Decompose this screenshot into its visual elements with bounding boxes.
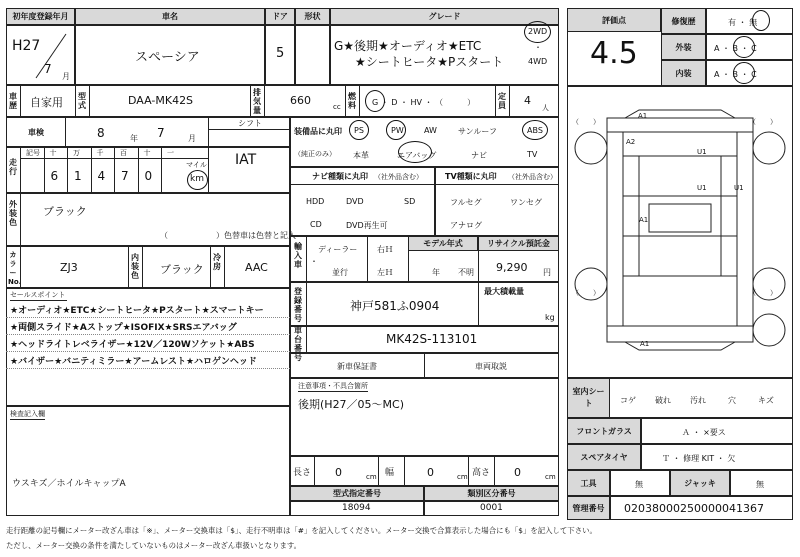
new-car-guarantee: 新車保証書 [337, 362, 377, 371]
score-value: 4.5 [590, 36, 638, 71]
svg-text:（ ）: （ ） [749, 118, 777, 126]
recycle-value: 9,290 [496, 261, 528, 274]
import-rh: 右Ｈ [377, 245, 393, 254]
notes-label: 注意事項・不具合箇所 [298, 382, 368, 390]
mileage-digit: 1 [74, 169, 82, 183]
car-diagram-svg [567, 86, 793, 378]
inspector-label: 検査記入欄 [10, 410, 45, 418]
equipment-sub: （純正のみ） [294, 150, 336, 158]
nav-item: DVD [346, 197, 364, 206]
color-value: ブラック [43, 205, 87, 218]
footer-line2: ただし、メーター交換の条件を満たしていないものはメーター改ざん車扱いとなります。 [6, 541, 302, 550]
inspection-label: 車検 [6, 117, 66, 147]
import-dealer: ディーラー [318, 245, 358, 254]
equipment-item: PS [354, 126, 364, 135]
nav-sub: （社外品含む） [374, 173, 423, 181]
model-designation-label: 型式指定番号 [290, 486, 424, 501]
damage-mark: A2 [626, 138, 636, 146]
interior-label: 内装 [661, 60, 706, 86]
recycle-label: リサイクル預託金 [478, 236, 559, 251]
mileage-header: 百 [120, 149, 127, 157]
glass-label: フロントガラス [567, 418, 641, 444]
nav-item: HDD [306, 197, 325, 206]
equipment-item: サンルーフ [458, 127, 497, 136]
first-reg-month-unit: 月 [62, 72, 70, 81]
sales-point-line: ★両側スライド★Aストップ★ISOFIX★SRSエアバッグ [10, 323, 237, 333]
mgmt-label: 管理番号 [567, 496, 610, 520]
length-value: 0 [335, 466, 342, 479]
mileage-header: 千 [96, 149, 104, 157]
length-unit: cm [366, 473, 377, 481]
equipment-item: ABS [527, 126, 543, 135]
sheet-option: 破れ [655, 396, 671, 405]
mileage-header: 記号 [26, 149, 40, 157]
color-no-value: ZJ3 [60, 261, 78, 274]
color-note: （ ）色替車は色替と記入 [160, 231, 296, 240]
svg-text:（ ）: （ ） [572, 118, 600, 126]
repair-none-circle [752, 10, 770, 31]
nav-item: CD [310, 220, 322, 229]
spare-value: Ｔ ・ 修理 KIT ・ 欠 [662, 454, 736, 463]
sales-underline [6, 351, 290, 352]
color-label: 外装色 [9, 200, 17, 227]
model-designation-value: 18094 [342, 503, 371, 513]
score-label: 評価点 [567, 8, 661, 32]
door-header: ドア [265, 8, 295, 25]
inspection-month: 7 [157, 126, 165, 140]
sales-point-line: ★オーディオ★ETC★シートヒータ★Pスタート★スマートキー [10, 306, 264, 316]
inspector-note: ウスキズ／ホイルキャップA [12, 479, 126, 489]
tv-item: ワンセグ [510, 198, 542, 207]
first-reg-month: 7 [44, 62, 52, 76]
damage-mark: U1 [697, 184, 707, 192]
model-label: 型式 [78, 92, 86, 110]
interior-b-circle [733, 62, 755, 84]
ac-label: 冷房 [213, 253, 221, 271]
tv-item: アナログ [450, 221, 482, 230]
damage-mark: A1 [640, 340, 650, 348]
length-label: 長さ [293, 468, 312, 478]
height-label: 高さ [472, 468, 491, 478]
jack-label: ジャッキ [670, 470, 730, 496]
exterior-options: A ・ B ・ C [714, 44, 757, 53]
grade-header: グレード [330, 8, 559, 25]
jack-value: 無 [756, 480, 764, 489]
mileage-divider [161, 147, 162, 193]
svg-text:（ ）: （ ） [572, 289, 600, 297]
shape-cell [295, 25, 330, 85]
damage-mark: U1 [734, 184, 744, 192]
drive-dot: ・ [534, 43, 542, 52]
sales-underline [6, 317, 290, 318]
mile-label: マイル [186, 161, 207, 169]
car-name-value: スペーシア [135, 50, 200, 65]
recycle-unit: 円 [543, 268, 551, 277]
notes-value: 後期(H27／05～MC) [298, 398, 405, 411]
import-dot: ・ [310, 257, 318, 266]
import-parallel: 並行 [332, 268, 348, 277]
sales-point-line: ★バイザー★バニティミラー★アームレスト★ハロゲンヘッド [10, 357, 257, 367]
max-load-label: 最大積載量 [484, 287, 524, 296]
nav-item: SD [404, 197, 416, 206]
height-unit: cm [545, 473, 556, 481]
car-name-header: 車名 [75, 8, 265, 25]
import-lh: 左Ｈ [377, 268, 393, 277]
shift-value: IAT [235, 152, 257, 168]
car-manual: 車両取説 [475, 362, 507, 371]
equipment-item: エアバッグ [397, 151, 437, 160]
sales-underline [6, 368, 290, 369]
class-label: 類別区分番号 [424, 486, 559, 501]
equipment-item: AW [424, 126, 437, 135]
mileage-header: 十 [143, 149, 151, 157]
tools-label: 工具 [567, 470, 610, 496]
inspection-year-unit: 年 [130, 134, 138, 143]
sheet-option: 穴 [728, 396, 736, 405]
registration-label: 登録番号 [294, 287, 302, 323]
model-year-unknown: 不明 [458, 268, 474, 277]
shape-header: 形状 [295, 8, 330, 25]
displacement-value: 660 [290, 94, 311, 107]
grade-line1: G★後期★オーディオ★ETC [334, 39, 482, 53]
airbag-circle [398, 141, 432, 163]
ac-value: AAC [245, 261, 268, 274]
sales-points-label: セールスポイント [10, 291, 66, 299]
mileage-digit: 6 [50, 169, 59, 183]
width-label: 幅 [385, 468, 395, 478]
mileage-header: 十 [49, 149, 57, 157]
mileage-digit: 0 [144, 169, 153, 183]
repair-label: 修復歴 [661, 8, 706, 34]
chassis-value: MK42S-113101 [386, 332, 478, 346]
equipment-label: 装備品に丸印 [294, 127, 342, 136]
grade-line2: ★シートヒータ★Pスタート [355, 55, 504, 69]
glass-value: Ａ ・ ×要ス [682, 428, 726, 437]
width-value: 0 [427, 466, 434, 479]
footer-line1: 走行距離の記号欄にメーター改ざん車は「※」、メーター交換車は「$」、走行不明車は「#」を記入してください。メーター交換で合算表示した場合にも「$」を記入して下さい。 [6, 526, 597, 535]
drive-2wd: 2WD [528, 27, 548, 36]
damage-mark: A1 [638, 112, 648, 120]
tv-label: TV種類に丸印 [445, 172, 497, 181]
fuel-options: G ・ D ・ HV ・ （ ） [372, 98, 476, 107]
mileage-header: 一 [167, 149, 174, 157]
inside-sheet-label: 室内シート [567, 378, 610, 418]
chassis-label: 車台番号 [294, 326, 302, 362]
interior-options: A ・ B ・ C [714, 70, 757, 79]
color-no-label: カラーNo. [8, 251, 22, 286]
sheet-option: コゲ [620, 396, 636, 405]
exterior-label: 外装 [661, 34, 706, 60]
nav-label: ナビ種類に丸印 [312, 172, 368, 181]
capacity-unit: 人 [542, 104, 549, 112]
displacement-label: 排気量 [253, 88, 261, 115]
km-unit: km [190, 174, 204, 184]
mileage-divider [138, 147, 139, 193]
equipment-circle [349, 120, 369, 140]
interior-color-value: ブラック [160, 263, 204, 276]
capacity-value: 4 [524, 94, 531, 107]
sales-underline [6, 334, 290, 335]
tv-item: フルセグ [450, 198, 482, 207]
first-reg-header: 初年度登録年月 [6, 8, 75, 25]
interior-color-label: 内装色 [131, 253, 139, 280]
first-reg-year: H27 [12, 38, 41, 54]
mileage-divider [67, 147, 68, 193]
equipment-item: PW [391, 126, 404, 135]
max-load-unit: kg [545, 313, 555, 322]
tools-value: 無 [635, 480, 643, 489]
usage-label: 車歴 [9, 92, 17, 110]
inspection-month-unit: 月 [188, 134, 196, 143]
mileage-digit: 7 [121, 169, 129, 183]
nav-item: DVD再生可 [346, 221, 388, 230]
model-year-unit: 年 [432, 268, 440, 277]
capacity-label: 定員 [498, 92, 506, 110]
model-year-label: モデル年式 [408, 236, 478, 251]
fuel-label: 燃料 [348, 92, 356, 110]
inspector-box [6, 406, 290, 516]
spare-label: スペアタイヤ [567, 444, 641, 470]
mileage-digit: 4 [97, 169, 106, 183]
door-value: 5 [276, 46, 285, 61]
inspection-year: 8 [97, 126, 105, 140]
shift-label: シフト [238, 119, 262, 128]
equipment-item: ナビ [471, 151, 487, 160]
exterior-b-circle [733, 36, 755, 58]
sheet-option: キズ [758, 396, 774, 405]
repair-options: 有 ・ 無 [728, 18, 758, 27]
import-label: 輸入車 [294, 242, 302, 269]
damage-mark: U1 [697, 148, 707, 156]
svg-text:（ ）: （ ） [749, 289, 777, 297]
mileage-divider [44, 147, 45, 193]
equipment-circle [522, 120, 548, 140]
equipment-circle [386, 120, 406, 140]
equipment-item: 本革 [353, 151, 369, 160]
equipment-item: TV [527, 150, 538, 159]
cc-unit: cc [333, 103, 341, 111]
mgmt-value: 02038000250000041367 [624, 502, 764, 515]
tv-sub: （社外品含む） [508, 173, 557, 181]
usage-value: 自家用 [30, 96, 63, 109]
mileage-divider [114, 147, 115, 193]
width-unit: cm [457, 473, 468, 481]
damage-mark: A1 [639, 216, 649, 224]
sheet-option: 汚れ [690, 396, 706, 405]
mileage-divider [91, 147, 92, 193]
registration-value: 神戸581ふ0904 [350, 299, 440, 313]
mileage-label: 走行 [9, 158, 17, 176]
class-value: 0001 [480, 503, 503, 513]
height-value: 0 [514, 466, 521, 479]
drive-4wd: 4WD [528, 57, 548, 66]
model-value: DAA-MK42S [128, 94, 194, 107]
sales-point-line: ★ヘッドライトレベライザー★12V／120Wソケット★ABS [10, 340, 255, 350]
mileage-header: 万 [73, 149, 80, 157]
